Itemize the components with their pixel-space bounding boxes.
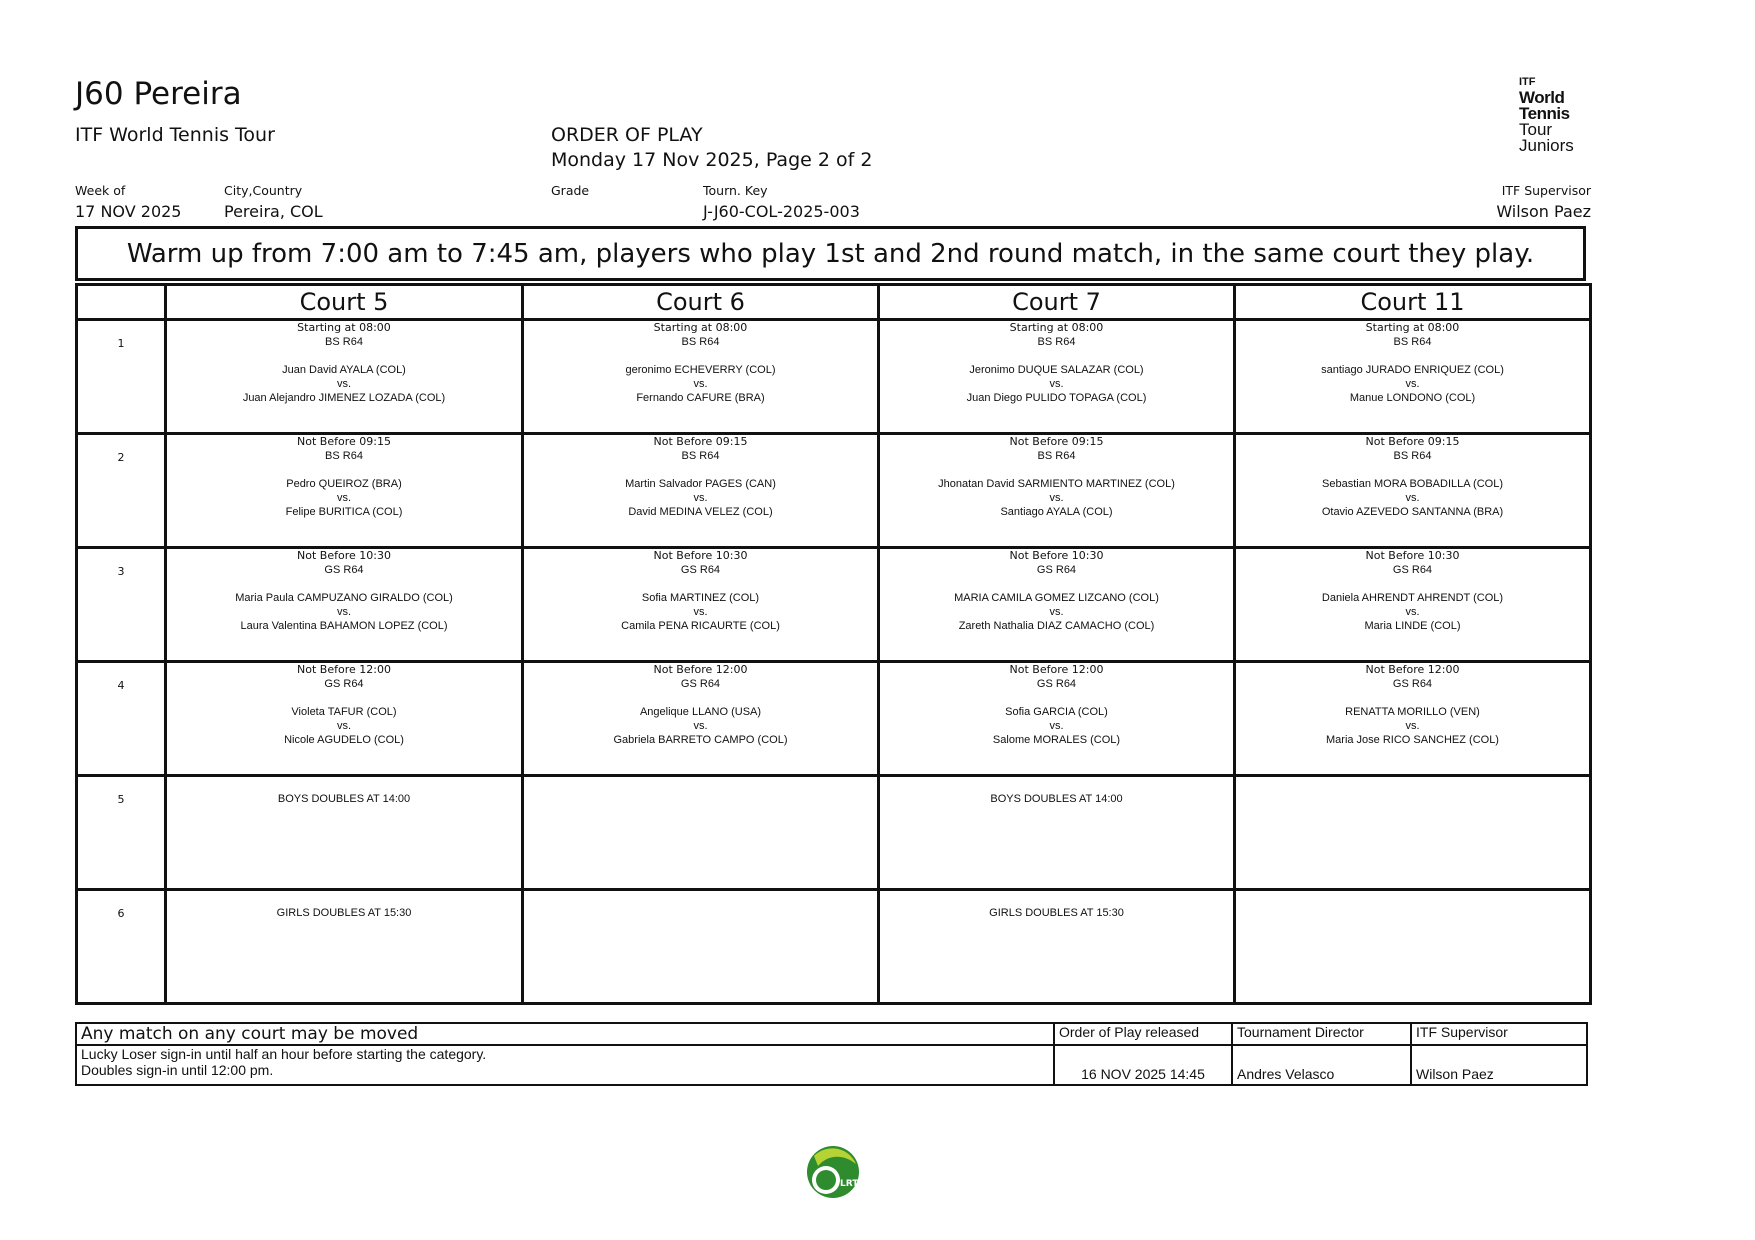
match-time: Starting at 08:00 xyxy=(297,321,391,334)
match-cell xyxy=(166,434,523,548)
doubles-note: GIRLS DOUBLES AT 15:30 xyxy=(276,907,412,919)
match-time: Not Before 12:00 xyxy=(1009,663,1104,676)
released-label: Order of Play released xyxy=(1054,1023,1232,1045)
court-header: Court 7 xyxy=(879,285,1235,320)
player-two: Camila PENA RICAURTE (COL) xyxy=(621,620,780,632)
match-order-number xyxy=(77,320,166,434)
city-label: City,Country xyxy=(224,183,303,198)
tourn-key-label: Tourn. Key xyxy=(703,183,768,198)
player-two: Juan Alejandro JIMENEZ LOZADA (COL) xyxy=(242,392,446,404)
versus-label: vs. xyxy=(1049,720,1064,732)
versus-label: vs. xyxy=(1049,492,1064,504)
schedule-row xyxy=(77,320,1591,434)
match-cell xyxy=(523,434,879,548)
supervisor-value: Wilson Paez xyxy=(1496,202,1591,221)
versus-label: vs. xyxy=(1405,492,1420,504)
event-code: GS R64 xyxy=(324,678,364,690)
player-one: santiago JURADO ENRIQUEZ (COL) xyxy=(1321,364,1504,376)
player-one: Sofia GARCIA (COL) xyxy=(1005,706,1108,718)
match-cell xyxy=(879,776,1235,890)
versus-label: vs. xyxy=(336,720,352,732)
match-time: Not Before 09:15 xyxy=(1009,435,1104,448)
supervisor-label: ITF Supervisor xyxy=(1501,183,1591,198)
tourn-key-value: J-J60-COL-2025-003 xyxy=(703,202,860,221)
match-time: Starting at 08:00 xyxy=(1009,321,1104,334)
week-label: Week of xyxy=(75,183,126,198)
player-two: David MEDINA VELEZ (COL) xyxy=(628,506,773,518)
logo-juniors: Juniors xyxy=(1519,136,1574,155)
versus-label: vs. xyxy=(336,378,352,390)
event-code: BS R64 xyxy=(325,336,363,348)
grade-label: Grade xyxy=(551,183,590,198)
order-of-play-title: ORDER OF PLAY xyxy=(551,124,703,146)
player-one: Angelique LLANO (USA) xyxy=(639,706,762,718)
event-code: BS R64 xyxy=(681,336,720,348)
match-cell xyxy=(523,776,879,890)
event-code: GS R64 xyxy=(1392,564,1433,576)
versus-label: vs. xyxy=(693,378,708,390)
player-two: Santiago AYALA (COL) xyxy=(1000,506,1113,518)
event-code: BS R64 xyxy=(325,450,363,462)
schedule-row xyxy=(77,890,1591,1004)
player-one: RENATTA MORILLO (VEN) xyxy=(1345,706,1480,718)
doubles-note xyxy=(524,777,877,792)
player-two: Maria LINDE (COL) xyxy=(1364,620,1461,632)
event-code: BS R64 xyxy=(681,450,720,462)
doubles-note: GIRLS DOUBLES AT 15:30 xyxy=(989,907,1124,919)
doubles-note xyxy=(524,891,877,906)
row-number-header xyxy=(77,285,166,320)
match-time: Not Before 09:15 xyxy=(297,435,391,448)
versus-label: vs. xyxy=(693,606,708,618)
city-value: Pereira, COL xyxy=(224,202,323,221)
match-cell xyxy=(879,434,1235,548)
match-time: Not Before 10:30 xyxy=(1009,549,1104,562)
event-code: BS R64 xyxy=(1037,336,1076,348)
match-cell xyxy=(1235,548,1591,662)
player-two: Nicole AGUDELO (COL) xyxy=(284,734,404,746)
week-value: 17 NOV 2025 xyxy=(75,202,182,221)
match-time: Not Before 12:00 xyxy=(297,663,391,676)
player-two: Maria Jose RICO SANCHEZ (COL) xyxy=(1326,734,1499,746)
match-cell xyxy=(166,662,523,776)
warmup-banner: Warm up from 7:00 am to 7:45 am, players who play 1st and 2nd round match, in the same court they play. xyxy=(75,226,1586,281)
logo-tour: Tour xyxy=(1519,120,1553,139)
versus-label: vs. xyxy=(693,720,708,732)
versus-label: vs. xyxy=(336,606,352,618)
event-code: GS R64 xyxy=(1036,678,1077,690)
director-value: Andres Velasco xyxy=(1232,1045,1411,1085)
player-one: Pedro QUEIROZ (BRA) xyxy=(286,478,402,490)
match-cell xyxy=(166,548,523,662)
versus-label: vs. xyxy=(1405,720,1420,732)
player-two: Laura Valentina BAHAMON LOPEZ (COL) xyxy=(240,620,448,632)
moved-notice: Any match on any court may be moved xyxy=(76,1023,1054,1045)
player-two: Fernando CAFURE (BRA) xyxy=(636,392,765,404)
logo-itf: ITF xyxy=(1519,76,1536,88)
player-one: Jeronimo DUQUE SALAZAR (COL) xyxy=(969,364,1144,376)
match-cell xyxy=(1235,320,1591,434)
player-two: Manue LONDONO (COL) xyxy=(1349,392,1476,404)
order-of-play-date: Monday 17 Nov 2025, Page 2 of 2 xyxy=(551,149,873,171)
court-header: Court 11 xyxy=(1235,285,1591,320)
schedule-row xyxy=(77,434,1591,548)
match-cell xyxy=(523,320,879,434)
schedule-row xyxy=(77,548,1591,662)
match-order-number xyxy=(77,662,166,776)
emblem-text: LRT xyxy=(840,1179,859,1189)
match-order-number xyxy=(77,434,166,548)
match-order-label: 1 xyxy=(117,337,125,350)
footer-supervisor-value: Wilson Paez xyxy=(1411,1045,1587,1085)
match-cell xyxy=(523,890,879,1004)
match-cell xyxy=(1235,662,1591,776)
player-one: geronimo ECHEVERRY (COL) xyxy=(625,364,776,376)
match-order-label: 4 xyxy=(117,679,125,692)
versus-label: vs. xyxy=(336,492,352,504)
player-one: Sebastian MORA BOBADILLA (COL) xyxy=(1322,478,1503,490)
match-cell xyxy=(879,320,1235,434)
director-label: Tournament Director xyxy=(1232,1023,1411,1045)
footer-supervisor-label: ITF Supervisor xyxy=(1411,1023,1587,1045)
player-two: Gabriela BARRETO CAMPO (COL) xyxy=(613,734,788,746)
player-two: Otavio AZEVEDO SANTANNA (BRA) xyxy=(1321,506,1504,518)
logo-world: World xyxy=(1519,88,1565,107)
court-header: Court 5 xyxy=(166,285,523,320)
player-one: Violeta TAFUR (COL) xyxy=(291,706,397,718)
player-one: Daniela AHRENDT AHRENDT (COL) xyxy=(1321,592,1504,604)
logo-tennis: Tennis xyxy=(1519,104,1570,123)
match-time: Starting at 08:00 xyxy=(653,321,748,334)
doubles-note: BOYS DOUBLES AT 14:00 xyxy=(277,793,411,805)
event-code: GS R64 xyxy=(1392,678,1433,690)
lrt-emblem xyxy=(804,1142,862,1206)
event-code: BS R64 xyxy=(1393,450,1432,462)
match-order-label: 2 xyxy=(117,451,125,464)
match-order-label: 6 xyxy=(117,907,125,920)
itf-juniors-logo xyxy=(1519,74,1591,154)
player-one: Juan David AYALA (COL) xyxy=(282,364,406,376)
court-header: Court 6 xyxy=(523,285,879,320)
doubles-signin-note: Doubles sign-in until 12:00 pm. xyxy=(81,1062,274,1078)
event-code: GS R64 xyxy=(680,678,721,690)
match-time: Not Before 09:15 xyxy=(653,435,748,448)
match-cell xyxy=(1235,776,1591,890)
versus-label: vs. xyxy=(1049,378,1064,390)
player-one: Martin Salvador PAGES (CAN) xyxy=(625,478,776,490)
released-value: 16 NOV 2025 14:45 xyxy=(1054,1045,1232,1085)
player-one: Jhonatan David SARMIENTO MARTINEZ (COL) xyxy=(938,478,1175,490)
match-order-label: 3 xyxy=(117,565,125,578)
event-code: BS R64 xyxy=(1037,450,1076,462)
match-time: Not Before 09:15 xyxy=(1365,435,1460,448)
match-order-number xyxy=(77,776,166,890)
schedule-row xyxy=(77,662,1591,776)
match-cell xyxy=(879,548,1235,662)
match-time: Starting at 08:00 xyxy=(1365,321,1460,334)
match-cell xyxy=(1235,890,1591,1004)
event-code: GS R64 xyxy=(324,564,364,576)
match-cell xyxy=(523,548,879,662)
player-two: Salome MORALES (COL) xyxy=(992,734,1121,746)
player-one: Maria Paula CAMPUZANO GIRALDO (COL) xyxy=(235,592,453,604)
match-cell xyxy=(166,776,523,890)
player-one: MARIA CAMILA GOMEZ LIZCANO (COL) xyxy=(954,592,1159,604)
match-time: Not Before 12:00 xyxy=(653,663,748,676)
match-order-label: 5 xyxy=(117,793,125,806)
match-order-number xyxy=(77,890,166,1004)
tournament-title: J60 Pereira xyxy=(75,76,242,112)
doubles-note: BOYS DOUBLES AT 14:00 xyxy=(990,793,1123,805)
order-of-play-grid xyxy=(75,283,1592,1005)
versus-label: vs. xyxy=(1049,606,1064,618)
lucky-loser-note: Lucky Loser sign-in until half an hour before starting the category. xyxy=(81,1046,487,1062)
match-order-number xyxy=(77,548,166,662)
match-time: Not Before 10:30 xyxy=(1365,549,1460,562)
versus-label: vs. xyxy=(693,492,708,504)
match-cell xyxy=(523,662,879,776)
court-header-row xyxy=(77,285,1591,320)
match-time: Not Before 10:30 xyxy=(653,549,748,562)
lrt-emblem-icon xyxy=(804,1142,862,1202)
tour-name: ITF World Tennis Tour xyxy=(75,124,275,146)
event-code: BS R64 xyxy=(1393,336,1432,348)
doubles-note xyxy=(1236,777,1589,792)
player-two: Juan Diego PULIDO TOPAGA (COL) xyxy=(966,392,1147,404)
schedule-row xyxy=(77,776,1591,890)
event-code: GS R64 xyxy=(680,564,721,576)
match-cell xyxy=(166,890,523,1004)
match-time: Not Before 12:00 xyxy=(1365,663,1460,676)
versus-label: vs. xyxy=(1405,606,1420,618)
event-code: GS R64 xyxy=(1036,564,1077,576)
versus-label: vs. xyxy=(1405,378,1420,390)
footer-table xyxy=(75,1022,1588,1086)
match-cell xyxy=(1235,434,1591,548)
player-one: Sofia MARTINEZ (COL) xyxy=(641,592,760,604)
match-cell xyxy=(879,890,1235,1004)
match-cell xyxy=(879,662,1235,776)
player-two: Felipe BURITICA (COL) xyxy=(285,506,403,518)
match-cell xyxy=(166,320,523,434)
match-time: Not Before 10:30 xyxy=(297,549,391,562)
doubles-note xyxy=(1236,891,1589,906)
player-two: Zareth Nathalia DIAZ CAMACHO (COL) xyxy=(958,620,1155,632)
signin-notes xyxy=(76,1045,1054,1085)
